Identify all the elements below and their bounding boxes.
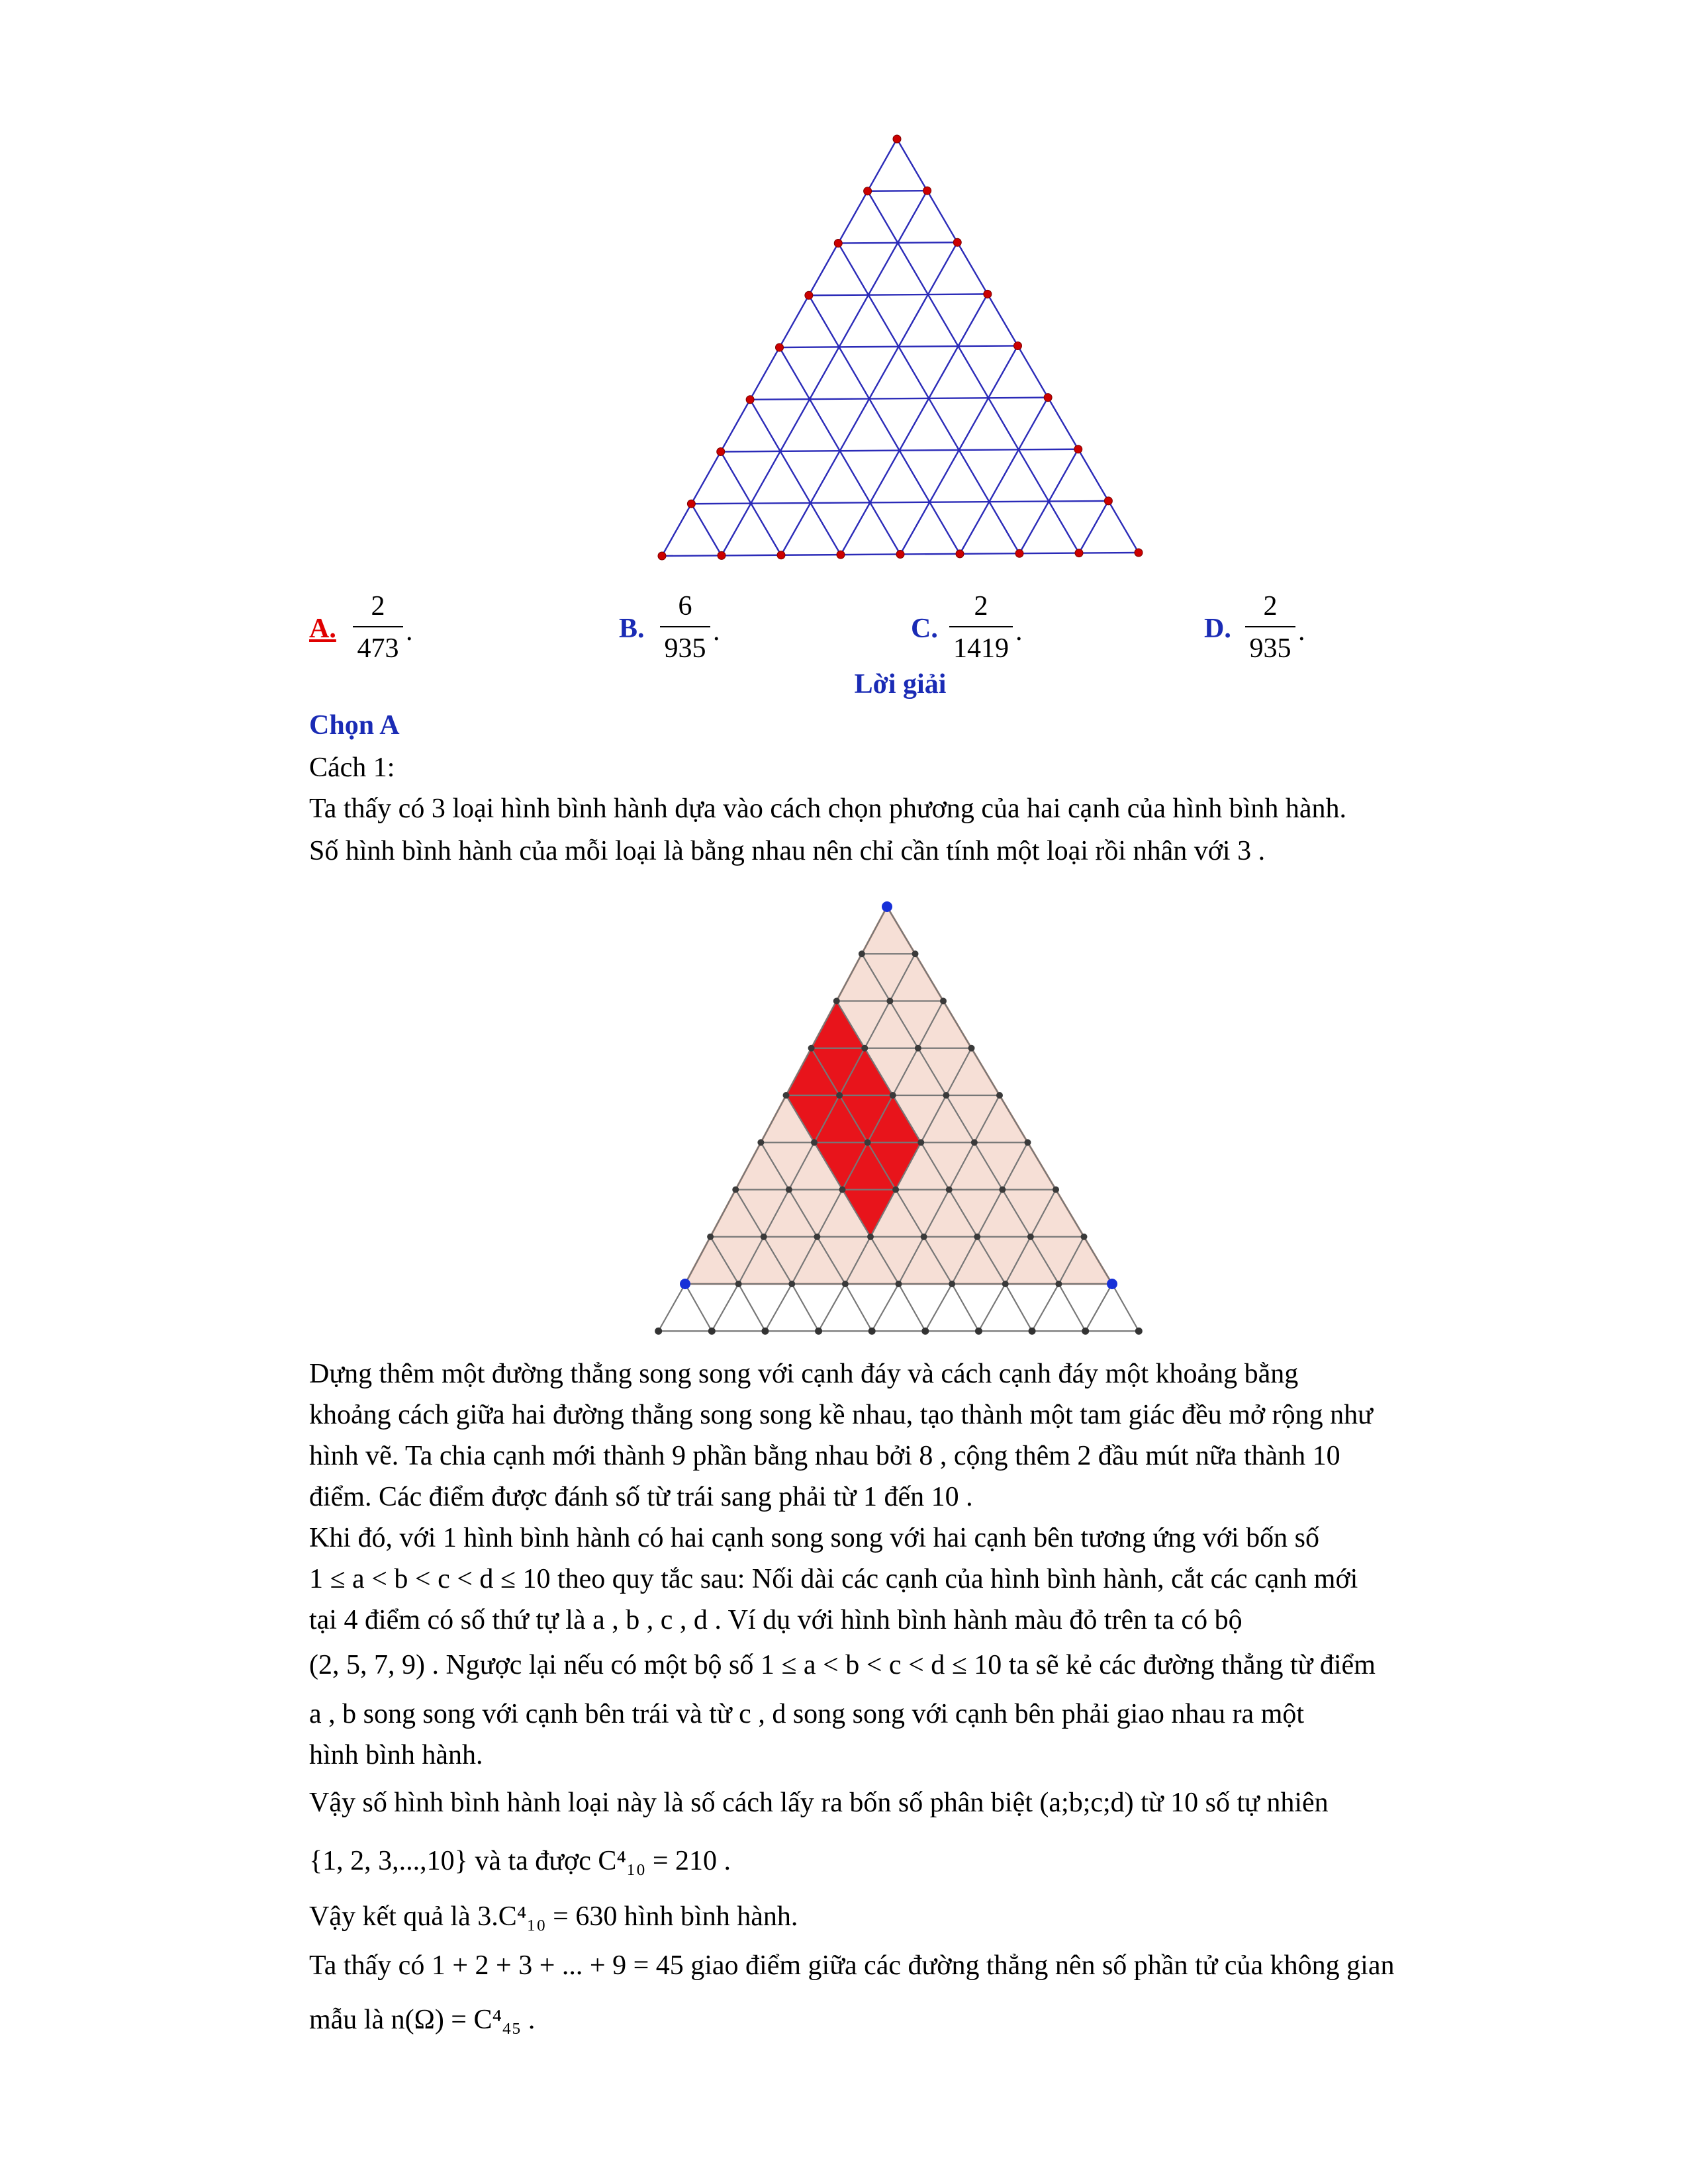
fig2-extension-point-dot — [815, 1328, 822, 1335]
fig1-right-slope-line — [662, 139, 897, 556]
fig2-grid-dot — [783, 1092, 790, 1099]
fig2-extension-point-dot — [921, 1328, 929, 1335]
para2-line-13: Vậy kết quả là 3.C⁴₁₀ = 630 hình bình hành. — [309, 1901, 798, 1932]
fig2-right-slope-line — [685, 907, 887, 1284]
method-label: Cách 1: — [309, 752, 395, 783]
para1-line-1: Ta thấy có 3 loại hình bình hành dựa vào cách chọn phương của hai cạnh của hình bình hành. — [309, 794, 1347, 824]
fig2-extension-point-dot — [1082, 1328, 1089, 1335]
fig1-vertex-dot — [837, 551, 845, 559]
fig1-vertex-dot — [1074, 445, 1082, 453]
fig2-grid-dot — [839, 1187, 846, 1193]
answer-option-c[interactable]: C. 2 1419 . — [911, 589, 1056, 668]
fig1-vertex-dot — [956, 550, 964, 558]
fig2-grid-dot — [788, 1281, 795, 1287]
fig2-grid-dot — [949, 1281, 955, 1287]
fig1-left-slope-line — [897, 139, 1139, 553]
fig2-grid-dot — [786, 1187, 792, 1193]
fig1-vertex-dot — [923, 187, 931, 195]
answer-b-label: B. — [619, 614, 645, 644]
para2-line-10: hình bình hành. — [309, 1740, 483, 1770]
fig2-extension-left-segment — [978, 1284, 1005, 1331]
fig2-extension-right-segment — [1112, 1284, 1139, 1331]
fig2-extension-left-segment — [712, 1284, 738, 1331]
fig1-vertex-dot — [1135, 549, 1143, 557]
fig2-grid-dot — [842, 1281, 849, 1287]
solution-title: Lời giải — [854, 669, 947, 700]
fig1-vertex-dot — [864, 187, 872, 195]
fig2-extension-right-segment — [685, 1284, 712, 1331]
chosen-answer: Chọn A — [309, 710, 400, 741]
fig2-extension-point-dot — [868, 1328, 876, 1335]
fig1-horizontal-line — [691, 501, 1108, 504]
fig1-horizontal-line — [662, 553, 1139, 556]
fig2-extension-point-dot — [1135, 1328, 1143, 1335]
fig2-extension-left-segment — [819, 1284, 845, 1331]
fig2-grid-dot — [732, 1187, 739, 1193]
fig2-extension-right-segment — [952, 1284, 978, 1331]
fig1-vertex-dot — [776, 343, 784, 351]
fig1-vertex-dot — [1014, 342, 1022, 350]
fig1-vertex-dot — [896, 551, 904, 559]
fig1-vertex-dot — [1015, 549, 1023, 557]
answer-option-d[interactable]: D. 2 935 . — [1204, 589, 1336, 668]
answer-d-fraction — [1245, 589, 1295, 666]
fig1-right-slope-line — [960, 398, 1048, 554]
answer-c-denominator: 1419 — [953, 633, 1009, 664]
fig2-right-slope-line — [952, 1142, 1027, 1284]
para2-line-3: hình vẽ. Ta chia cạnh mới thành 9 phần bằng nhau bởi 8 , cộng thêm 2 đầu mút nữa thành 10 — [309, 1441, 1340, 1471]
fig2-right-slope-line — [739, 954, 915, 1284]
fig2-grid-dot — [1053, 1187, 1059, 1193]
fig2-left-slope-line — [812, 1048, 953, 1284]
fig1-right-slope-line — [1079, 501, 1108, 553]
fig2-grid-dot — [1055, 1281, 1062, 1287]
para2-line-6: 1 ≤ a < b < c < d ≤ 10 theo quy tắc sau: Nối dài các cạnh của hình bình hành, cắt các cạnh mới — [309, 1564, 1358, 1594]
fig2-right-slope-line — [1006, 1190, 1056, 1285]
fig2-grid-dot — [707, 1234, 714, 1240]
fig1-vertex-dot — [687, 500, 695, 508]
para2-line-4: điểm. Các điểm được đánh số từ trái sang phải từ 1 đến 10 . — [309, 1482, 973, 1512]
fig2-grid-dot — [912, 950, 919, 957]
answer-b-fraction — [660, 589, 710, 666]
para2-line-8: (2, 5, 7, 9) . Ngược lại nếu có một bộ số 1 ≤ a < b < c < d ≤ 10 ta sẽ kẻ các đường thẳng từ điểm — [309, 1650, 1376, 1680]
fig2-left-slope-line — [887, 907, 1112, 1284]
fig1-vertex-dot — [1104, 497, 1112, 505]
fig1-vertex-dot — [893, 135, 901, 143]
fig2-extension-point-dot — [761, 1328, 769, 1335]
fig2-extension-left-segment — [1086, 1284, 1112, 1331]
answer-d-label: D. — [1204, 614, 1231, 644]
fig1-horizontal-line — [809, 294, 988, 295]
fig2-extension-left-segment — [925, 1284, 952, 1331]
fig2-grid-dot — [861, 1045, 868, 1052]
fig2-grid-dot — [836, 1092, 843, 1099]
fig2-corner-dot — [680, 1279, 690, 1289]
para2-line-15: mẫu là n(Ω) = C⁴₄₅ . — [309, 2005, 536, 2035]
fig2-corner-dot — [1107, 1279, 1117, 1289]
fig1-vertex-dot — [746, 396, 754, 404]
fig2-extension-right-segment — [792, 1284, 818, 1331]
fig2-left-slope-line — [710, 1237, 739, 1284]
fig2-grid-dot — [808, 1045, 815, 1052]
fig2-grid-dot — [890, 1092, 896, 1099]
fig2-extension-right-segment — [899, 1284, 925, 1331]
fig2-right-slope-line — [899, 1095, 1000, 1284]
fig2-grid-dot — [886, 998, 893, 1005]
fig1-left-slope-line — [868, 191, 1079, 553]
fig2-extension-left-segment — [765, 1284, 792, 1331]
answer-b-denominator: 935 — [664, 633, 706, 664]
fig2-grid-dot — [1027, 1234, 1034, 1240]
fig2-extension-right-segment — [1006, 1284, 1032, 1331]
fig2-grid-dot — [996, 1092, 1003, 1099]
red-parallelogram — [786, 1001, 921, 1237]
fig1-left-slope-line — [691, 504, 722, 555]
fig1-right-slope-line — [781, 242, 957, 555]
fig2-grid-dot — [867, 1234, 874, 1240]
fig2-grid-dot — [974, 1234, 980, 1240]
para2-line-7: tại 4 điểm có số thứ tự là a , b , c , d . Ví dụ với hình bình hành màu đỏ trên ta có bộ — [309, 1605, 1243, 1635]
fig2-extension-left-segment — [1032, 1284, 1058, 1331]
fig2-extension-point-dot — [1029, 1328, 1036, 1335]
fig2-grid-dot — [896, 1281, 902, 1287]
fig2-grid-dot — [921, 1234, 927, 1240]
fig2-grid-dot — [971, 1139, 978, 1146]
fig2-extension-right-segment — [1058, 1284, 1085, 1331]
fig2-extension-right-segment — [845, 1284, 872, 1331]
fig1-left-slope-line — [838, 244, 1019, 554]
fig2-extension-point-dot — [655, 1328, 662, 1335]
fig2-extension-point-dot — [975, 1328, 982, 1335]
fig1-vertex-dot — [718, 551, 726, 559]
fig2-corner-dot — [882, 901, 892, 912]
fig1-left-slope-line — [721, 452, 781, 555]
fig1-left-slope-line — [780, 347, 901, 555]
fig1-horizontal-line — [721, 449, 1078, 452]
fig2-left-slope-line — [735, 1190, 792, 1285]
fig2-grid-dot — [915, 1045, 921, 1052]
para2-line-2: khoảng cách giữa hai đường thẳng song song kề nhau, tạo thành một tam giác đều mở rộng như — [309, 1400, 1373, 1430]
fig2-left-slope-line — [761, 1142, 845, 1284]
answer-c-fraction — [949, 589, 1013, 666]
fig1-vertex-dot — [805, 291, 813, 299]
answer-a-denominator: 473 — [357, 633, 399, 664]
fig1-right-slope-line — [900, 346, 1018, 555]
fig2-grid-dot — [865, 1139, 871, 1146]
fig2-grid-dot — [735, 1281, 742, 1287]
fig2-grid-dot — [811, 1139, 818, 1146]
fig1-vertex-dot — [1075, 549, 1083, 557]
fig1-vertex-dot — [953, 238, 961, 246]
fig2-grid-dot — [892, 1187, 899, 1193]
para2-line-12: {1, 2, 3,...,10} và ta được C⁴₁₀ = 210 . — [309, 1846, 731, 1876]
fig2-grid-dot — [940, 998, 947, 1005]
fig2-grid-dot — [968, 1045, 975, 1052]
fig2-right-slope-line — [845, 1048, 972, 1284]
para2-line-11: Vậy số hình bình hành loại này là số cách lấy ra bốn số phân biệt (a;b;c;d) từ 10 số tự nhiên — [309, 1788, 1329, 1818]
answer-c-label: C. — [911, 614, 938, 644]
fig2-left-slope-line — [786, 1095, 899, 1284]
fig2-triangle-fill — [685, 907, 1112, 1284]
fig1-left-slope-line — [809, 295, 960, 554]
answer-option-b[interactable]: B. 6 935 . — [619, 589, 751, 668]
fig2-grid-dot — [943, 1092, 949, 1099]
fig1-vertex-dot — [834, 240, 842, 248]
fig1-vertex-dot — [777, 551, 785, 559]
fig1-horizontal-line — [750, 398, 1048, 400]
fig2-right-slope-line — [792, 1001, 943, 1285]
answer-a-label: A. — [309, 614, 336, 644]
para1-line-2: Số hình bình hành của mỗi loại là bằng nhau nên chỉ cần tính một loại rồi nhân với 3 . — [309, 836, 1266, 866]
fig2-grid-dot — [999, 1187, 1006, 1193]
fig1-left-slope-line — [750, 400, 841, 555]
answer-c-numerator: 2 — [974, 591, 988, 621]
answer-a-numerator: 2 — [371, 591, 385, 621]
fig2-grid-dot — [833, 998, 840, 1005]
fig2-grid-dot — [757, 1139, 764, 1146]
fig2-extension-right-segment — [739, 1284, 765, 1331]
answer-option-a[interactable]: A. 2 473 . — [309, 589, 442, 668]
para2-line-1: Dựng thêm một đường thẳng song song với cạnh đáy và cách cạnh đáy một khoảng bằng — [309, 1359, 1299, 1389]
fig2-grid-dot — [814, 1234, 820, 1240]
fig2-grid-dot — [761, 1234, 767, 1240]
fig2-grid-dot — [859, 950, 865, 957]
fig2-grid-dot — [1002, 1281, 1009, 1287]
fig1-vertex-dot — [1044, 394, 1052, 402]
para2-line-9: a , b song song với cạnh bên trái và từ c , d song song với cạnh bên phải giao nhau ra một — [309, 1699, 1305, 1729]
fig2-extension-left-segment — [872, 1284, 898, 1331]
fig2-grid-dot — [1081, 1234, 1088, 1240]
fig1-horizontal-line — [838, 242, 957, 243]
fig2-grid-dot — [917, 1139, 924, 1146]
fig2-extension-point-dot — [708, 1328, 716, 1335]
fig1-vertex-dot — [717, 448, 725, 456]
fig2-extension-left-segment — [659, 1284, 685, 1331]
para2-line-14: Ta thấy có 1 + 2 + 3 + ... + 9 = 45 giao điểm giữa các đường thẳng nên số phần tử của không gian — [309, 1950, 1395, 1981]
fig2-left-slope-line — [837, 1001, 1006, 1285]
answer-d-denominator: 935 — [1249, 633, 1291, 664]
fig1-horizontal-line — [780, 346, 1018, 348]
fig2-grid-dot — [946, 1187, 953, 1193]
answer-d-numerator: 2 — [1263, 591, 1278, 621]
fig1-right-slope-line — [841, 294, 988, 555]
fig2-left-slope-line — [862, 954, 1059, 1284]
answer-b-numerator: 6 — [678, 591, 692, 621]
fig1-vertex-dot — [984, 290, 992, 298]
fig2-grid-dot — [1025, 1139, 1031, 1146]
fig1-right-slope-line — [1019, 449, 1078, 554]
fig2-right-slope-line — [1058, 1237, 1084, 1284]
para2-line-5: Khi đó, với 1 hình bình hành có hai cạnh song song với hai cạnh bên tương ứng với bốn số — [309, 1523, 1320, 1553]
fig1-vertex-dot — [658, 552, 666, 560]
answer-a-fraction — [353, 589, 403, 666]
fig1-right-slope-line — [722, 191, 927, 555]
